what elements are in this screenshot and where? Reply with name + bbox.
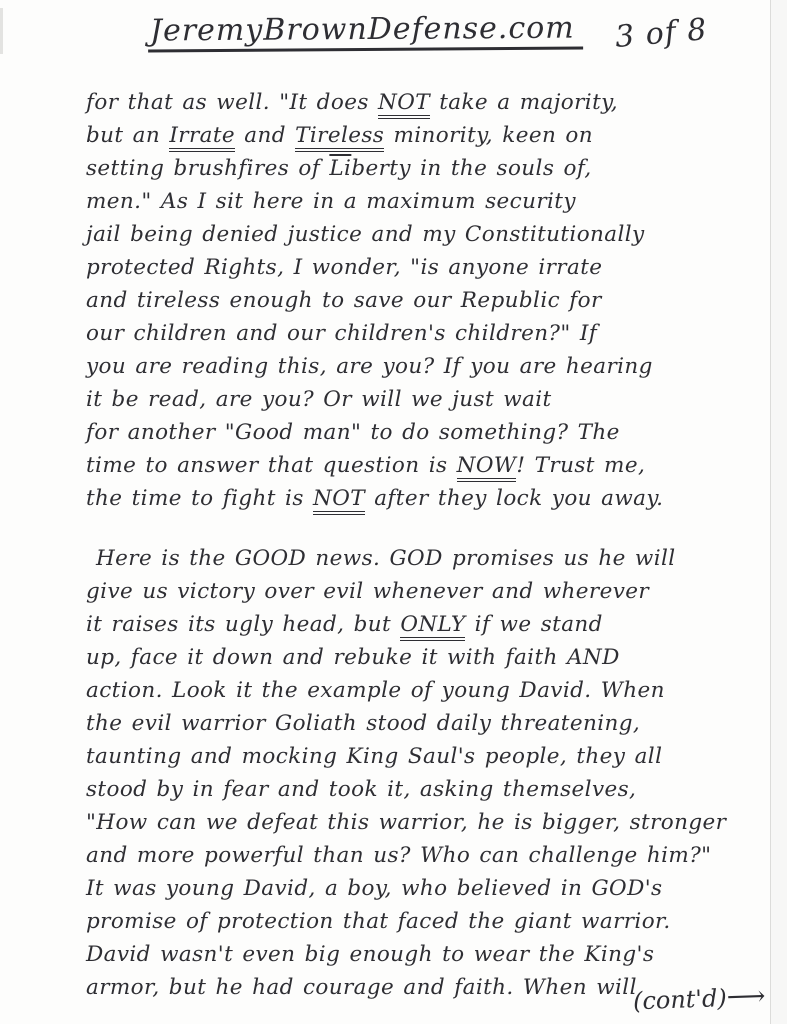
letter-line xyxy=(86,482,751,515)
text-segment: berty in the souls of, xyxy=(351,156,592,181)
text-segment: jail being denied justice and my Constitutionally xyxy=(86,222,645,247)
text-segment: if we stand xyxy=(465,612,603,637)
letter-line xyxy=(86,575,751,608)
text-segment: setting brushfires of xyxy=(86,156,330,181)
letter-line xyxy=(86,119,751,152)
overlined-word: $\overline{Li}$ xyxy=(329,156,352,181)
underlined-word: Tireless xyxy=(295,123,384,152)
arrow-right-icon: ⟶ xyxy=(725,980,764,1013)
letter-line xyxy=(86,938,751,971)
letter-body xyxy=(0,74,787,1004)
letter-line xyxy=(86,350,751,383)
text-segment: take a majority, xyxy=(429,90,619,115)
letter-line xyxy=(86,218,751,251)
letter-line xyxy=(86,707,751,740)
letter-line xyxy=(86,872,751,905)
letter-line xyxy=(86,86,751,119)
letter-line xyxy=(86,284,751,317)
text-segment: men." As I sit here in a maximum security xyxy=(86,189,576,214)
text-segment: taunting and mocking King Saul's people, they all xyxy=(86,744,663,769)
text-segment: Here is the GOOD news. GOD promises us he will xyxy=(96,546,676,571)
text-segment: time to answer that question is xyxy=(86,453,457,478)
text-segment: you are reading this, are you? If you are hearing xyxy=(86,354,653,379)
letter-line xyxy=(86,839,751,872)
underlined-word: NOT xyxy=(313,486,365,515)
text-segment: and xyxy=(235,123,296,148)
letter-footer xyxy=(632,981,763,1017)
letter-line xyxy=(86,905,751,938)
contd-label: (cont'd) xyxy=(632,984,727,1016)
text-segment: it raises its ugly head, but xyxy=(86,612,401,637)
text-segment: and more powerful than us? Who can challenge him?" xyxy=(86,843,712,868)
text-segment: stood by in fear and took it, asking themselves, xyxy=(86,777,637,802)
text-segment: and tireless enough to save our Republic for xyxy=(86,288,602,313)
letter-line xyxy=(86,383,751,416)
text-segment: it be read, are you? Or will we just wait xyxy=(86,387,552,412)
letter-line xyxy=(86,152,751,185)
text-segment: promise of protection that faced the giant warrior. xyxy=(86,909,671,934)
paragraph xyxy=(86,86,751,515)
letter-line xyxy=(86,608,751,641)
text-segment: for another "Good man" to do something? The xyxy=(86,420,620,445)
text-segment: protected Rights, I wonder, "is anyone irrate xyxy=(86,255,603,280)
text-segment: up, face it down and rebuke it with faith AND xyxy=(86,645,620,670)
letter-line xyxy=(86,317,751,350)
text-segment: the time to fight is xyxy=(86,486,313,511)
text-segment: armor, but he had courage and faith. When will xyxy=(86,975,637,1000)
letter-line xyxy=(86,806,751,839)
letter-line xyxy=(86,773,751,806)
text-segment: action. Look it the example of young David. When xyxy=(86,678,665,703)
text-segment: It was young David, a boy, who believed in GOD's xyxy=(86,876,663,901)
letter-line xyxy=(86,641,751,674)
text-segment: our children and our children's children?" If xyxy=(86,321,598,346)
text-segment: for that as well. "It does xyxy=(86,90,378,115)
text-segment: minority, keen on xyxy=(384,123,594,148)
letter-line xyxy=(86,449,751,482)
letter-line xyxy=(86,674,751,707)
underlined-word: Irrate xyxy=(169,123,235,152)
letter-line xyxy=(86,251,751,284)
text-segment: the evil warrior Goliath stood daily threatening, xyxy=(86,711,641,736)
text-segment: David wasn't even big enough to wear the King's xyxy=(86,942,655,967)
letter-line xyxy=(86,416,751,449)
text-segment: give us victory over evil whenever and wherever xyxy=(86,579,650,604)
underlined-word: NOT xyxy=(378,90,430,119)
underlined-word: ONLY xyxy=(400,612,465,641)
letter-line xyxy=(86,542,751,575)
text-segment: "How can we defeat this warrior, he is bigger, stronger xyxy=(86,810,727,835)
underlined-word: NOW xyxy=(457,453,517,482)
site-header: JeremyBrownDefense.com xyxy=(148,10,583,52)
letter-header xyxy=(0,0,787,74)
scan-edge-right xyxy=(770,0,787,1024)
paragraph xyxy=(86,542,751,1004)
letter-line xyxy=(86,740,751,773)
letter-line xyxy=(86,185,751,218)
text-segment: but an xyxy=(86,123,170,148)
page-number: 3 of 8 xyxy=(613,12,709,55)
text-segment: after they lock you away. xyxy=(364,486,664,511)
text-segment: ! Trust me, xyxy=(516,453,646,478)
